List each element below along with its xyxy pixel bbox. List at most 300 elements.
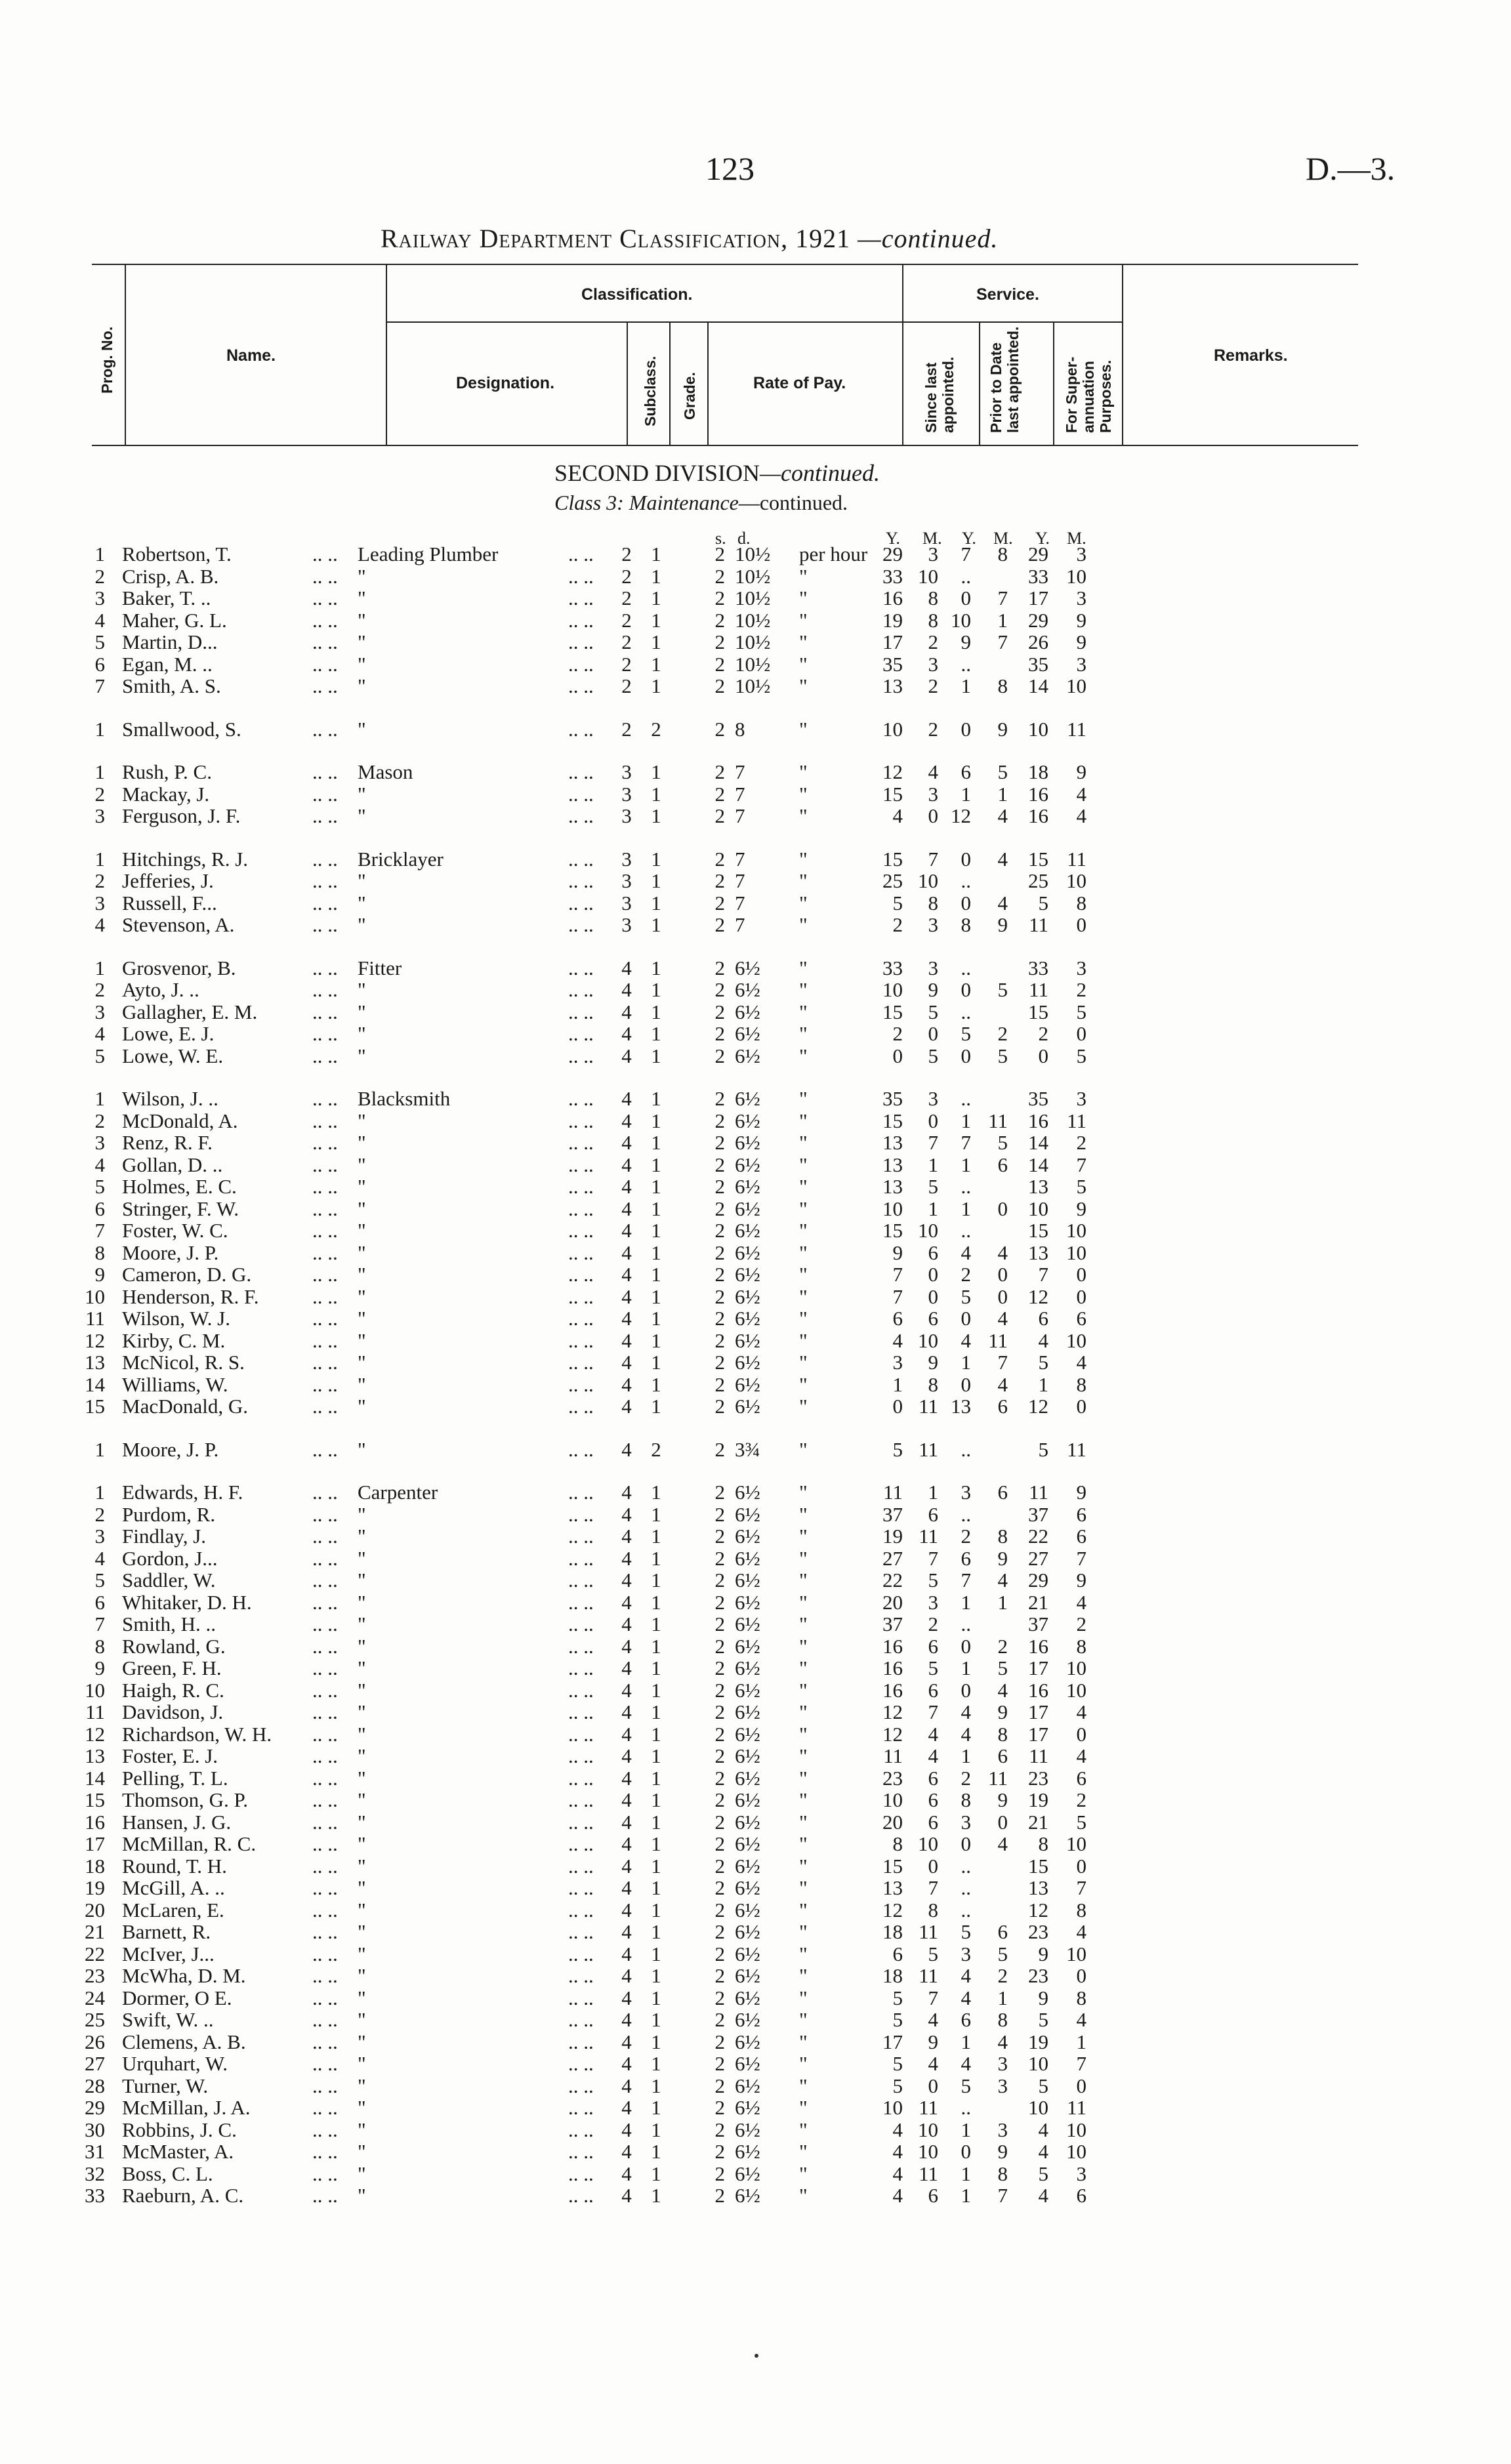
leader-dots: .. .. — [568, 1876, 594, 1899]
rate-shillings: 2 — [714, 1372, 725, 1396]
rate-period: " — [799, 1832, 808, 1855]
leader-dots: .. .. — [568, 2118, 594, 2141]
since-last-years: 1 — [892, 1372, 903, 1396]
rate-pence: 6½ — [735, 1832, 760, 1855]
employee-name: Purdom, R. — [122, 1502, 216, 1526]
prog-no: 8 — [94, 1241, 105, 1264]
since-last-years: 5 — [892, 1986, 903, 2009]
rate-shillings: 2 — [714, 978, 725, 1001]
grade: 1 — [651, 1197, 661, 1220]
prior-months: 1 — [997, 1590, 1008, 1614]
subclass: 4 — [621, 1854, 632, 1878]
super-months: 9 — [1076, 1481, 1087, 1504]
super-months: 3 — [1076, 956, 1087, 979]
super-years: 19 — [1028, 1788, 1048, 1811]
designation: " — [358, 1000, 366, 1023]
super-years: 25 — [1028, 869, 1048, 892]
leader-dots: .. .. — [312, 1832, 338, 1855]
leader-dots: .. .. — [568, 1219, 594, 1242]
prog-no: 26 — [85, 2030, 105, 2053]
designation: " — [358, 2074, 366, 2097]
rate-shillings: 2 — [714, 717, 725, 741]
designation: " — [358, 891, 366, 914]
designation: " — [358, 804, 366, 827]
prior-years: 4 — [961, 1328, 971, 1352]
grade: 1 — [651, 1722, 661, 1746]
super-months: 5 — [1076, 1810, 1087, 1834]
since-last-months: 8 — [928, 608, 938, 632]
since-last-years: 11 — [883, 1481, 903, 1504]
subclass: 3 — [621, 869, 632, 892]
table-row — [0, 1242, 1511, 1264]
leader-dots: .. .. — [312, 2052, 338, 2075]
grade: 1 — [651, 1766, 661, 1790]
grade: 1 — [651, 630, 661, 653]
since-last-months: 7 — [928, 1986, 938, 2009]
super-years: 5 — [1038, 891, 1048, 914]
rate-shillings: 2 — [714, 1700, 725, 1723]
designation: " — [358, 1437, 366, 1461]
leader-dots: .. .. — [568, 1175, 594, 1198]
table-row — [0, 805, 1511, 827]
rate-shillings: 2 — [714, 1307, 725, 1330]
leader-dots: .. .. — [312, 630, 338, 653]
rate-shillings: 2 — [714, 1131, 725, 1154]
prior-years: .. — [961, 869, 971, 892]
leader-dots: .. .. — [568, 1546, 594, 1570]
super-months: 5 — [1076, 1044, 1087, 1067]
rate-period: " — [799, 1022, 808, 1045]
subclass: 4 — [621, 1876, 632, 1899]
prior-months: 8 — [997, 2008, 1008, 2031]
rate-pence: 3¾ — [735, 1437, 760, 1461]
super-years: 15 — [1028, 847, 1048, 871]
rate-shillings: 2 — [714, 1437, 725, 1461]
grade: 1 — [651, 956, 661, 979]
subclass: 2 — [621, 586, 632, 609]
rate-period: " — [799, 2030, 808, 2053]
table-row — [0, 1767, 1511, 1790]
rate-shillings: 2 — [714, 891, 725, 914]
prior-years: 9 — [961, 630, 971, 653]
since-last-months: 4 — [928, 2008, 938, 2031]
rate-pence: 6½ — [735, 1219, 760, 1242]
super-years: 33 — [1028, 956, 1048, 979]
rate-pence: 6½ — [735, 1087, 760, 1110]
grade: 1 — [651, 1788, 661, 1811]
leader-dots: .. .. — [312, 2162, 338, 2185]
since-last-months: 8 — [928, 891, 938, 914]
super-months: 8 — [1076, 1372, 1087, 1396]
leader-dots: .. .. — [312, 564, 338, 588]
prog-no: 14 — [85, 1372, 105, 1396]
super-months: 2 — [1076, 1612, 1087, 1635]
rule-prog — [125, 264, 126, 445]
super-months: 5 — [1076, 1175, 1087, 1198]
subclass: 4 — [621, 1241, 632, 1264]
rate-shillings: 2 — [714, 630, 725, 653]
rate-period: " — [799, 1678, 808, 1702]
rate-pence: 6½ — [735, 1131, 760, 1154]
subclass: 3 — [621, 913, 632, 936]
prior-years: .. — [961, 1000, 971, 1023]
employee-name: Moore, J. P. — [122, 1241, 219, 1264]
prog-no: 23 — [85, 1964, 105, 1987]
leader-dots: .. .. — [568, 1722, 594, 1746]
since-last-months: 11 — [919, 1920, 938, 1943]
designation: " — [358, 717, 366, 741]
rate-period: " — [799, 1898, 808, 1921]
table-row — [0, 653, 1511, 676]
super-months: 0 — [1076, 1395, 1087, 1418]
since-last-years: 15 — [882, 1109, 903, 1132]
prog-no: 19 — [85, 1876, 105, 1899]
rate-pence: 6½ — [735, 1722, 760, 1746]
prog-no: 22 — [85, 1942, 105, 1965]
table-row — [0, 1132, 1511, 1154]
table-row — [0, 1481, 1511, 1504]
super-months: 10 — [1066, 2140, 1087, 2163]
employee-name: Grosvenor, B. — [122, 956, 236, 979]
grade: 1 — [651, 782, 661, 806]
employee-name: Findlay, J. — [122, 1525, 207, 1548]
employee-name: Rush, P. C. — [122, 760, 212, 783]
since-last-years: 15 — [882, 1000, 903, 1023]
rate-pence: 6½ — [735, 1546, 760, 1570]
table-row — [0, 1154, 1511, 1176]
super-years: 10 — [1028, 1197, 1048, 1220]
super-years: 23 — [1028, 1920, 1048, 1943]
prior-months: 6 — [997, 1744, 1008, 1767]
designation: Leading Plumber — [358, 543, 499, 565]
employee-name: Moore, J. P. — [122, 1437, 219, 1461]
since-last-months: 6 — [928, 1502, 938, 1526]
prior-months: 8 — [997, 1722, 1008, 1746]
subclass: 4 — [621, 1569, 632, 1591]
rate-shillings: 2 — [714, 847, 725, 871]
designation: " — [358, 1986, 366, 2009]
since-last-years: 13 — [882, 1175, 903, 1198]
prog-no: 31 — [85, 2140, 105, 2163]
rate-shillings: 2 — [714, 543, 725, 565]
rate-pence: 6½ — [735, 2096, 760, 2119]
employee-name: Hansen, J. G. — [122, 1810, 232, 1834]
rate-shillings: 2 — [714, 1656, 725, 1679]
super-months: 3 — [1076, 1087, 1087, 1110]
rate-shillings: 2 — [714, 1502, 725, 1526]
leader-dots: .. .. — [568, 1153, 594, 1176]
employee-name: Ayto, J. .. — [122, 978, 199, 1001]
leader-dots: .. .. — [568, 1832, 594, 1855]
employee-name: Rowland, G. — [122, 1634, 226, 1658]
designation: " — [358, 1942, 366, 1965]
leader-dots: .. .. — [568, 1197, 594, 1220]
prior-months: 2 — [997, 1634, 1008, 1658]
super-years: 12 — [1028, 1284, 1048, 1308]
prior-years: 0 — [961, 1678, 971, 1702]
prior-years: 2 — [961, 1263, 971, 1286]
rate-period: per hour — [799, 543, 868, 565]
prior-years: 8 — [961, 1788, 971, 1811]
rate-pence: 10½ — [735, 652, 771, 676]
super-months: 9 — [1076, 760, 1087, 783]
prog-no: 2 — [94, 782, 105, 806]
prior-months: 5 — [997, 1131, 1008, 1154]
rate-pence: 6½ — [735, 1898, 760, 1921]
designation: " — [358, 1263, 366, 1286]
table-row — [0, 1789, 1511, 1811]
leader-dots: .. .. — [312, 1044, 338, 1067]
grade: 1 — [651, 608, 661, 632]
header-since-last: Since last appointed. — [922, 356, 957, 433]
subclass: 4 — [621, 1437, 632, 1461]
employee-name: Foster, E. J. — [122, 1744, 218, 1767]
subclass: 4 — [621, 1307, 632, 1330]
super-years: 10 — [1028, 2052, 1048, 2075]
designation: Bricklayer — [358, 847, 444, 871]
grade: 1 — [651, 1744, 661, 1767]
unit-y1: Y. — [886, 529, 900, 548]
prior-years: 7 — [961, 543, 971, 565]
rate-pence: 10½ — [735, 674, 771, 697]
prog-no: 2 — [94, 869, 105, 892]
leader-dots: .. .. — [568, 2030, 594, 2053]
prior-years: 1 — [961, 782, 971, 806]
class-label: Class 3: — [554, 491, 624, 514]
prior-years: 4 — [961, 2052, 971, 2075]
prior-months: 0 — [997, 1810, 1008, 1834]
rate-pence: 6½ — [735, 2052, 760, 2075]
title-year: , 1921 — [781, 224, 851, 253]
unit-y3: Y. — [1035, 529, 1050, 548]
prog-no: 4 — [94, 1153, 105, 1176]
rate-period: " — [799, 869, 808, 892]
super-years: 37 — [1028, 1502, 1048, 1526]
employee-name: Pelling, T. L. — [122, 1766, 228, 1790]
since-last-years: 15 — [882, 1219, 903, 1242]
leader-dots: .. .. — [568, 652, 594, 676]
grade: 1 — [651, 1612, 661, 1635]
table-row — [0, 2031, 1511, 2053]
subclass: 4 — [621, 1700, 632, 1723]
rate-pence: 6½ — [735, 1395, 760, 1418]
table-row — [0, 979, 1511, 1001]
unit-d: d. — [737, 529, 751, 548]
subclass: 4 — [621, 2030, 632, 2053]
leader-dots: .. .. — [568, 1920, 594, 1943]
leader-dots: .. .. — [568, 1634, 594, 1658]
super-months: 10 — [1066, 1219, 1087, 1242]
prior-months: 8 — [997, 1525, 1008, 1548]
rate-shillings: 2 — [714, 1000, 725, 1023]
leader-dots: .. .. — [568, 2096, 594, 2119]
rate-period: " — [799, 2118, 808, 2141]
leader-dots: .. .. — [568, 1372, 594, 1396]
employee-name: Baker, T. .. — [122, 586, 211, 609]
prog-no: 4 — [94, 913, 105, 936]
designation: " — [358, 1656, 366, 1679]
rate-period: " — [799, 1351, 808, 1374]
leader-dots: .. .. — [312, 1898, 338, 1921]
prior-years: 5 — [961, 2074, 971, 2097]
since-last-years: 22 — [882, 1569, 903, 1591]
table-row — [0, 870, 1511, 892]
subclass: 4 — [621, 1964, 632, 1987]
leader-dots: .. .. — [568, 1525, 594, 1548]
leader-dots: .. .. — [568, 564, 594, 588]
super-months: 3 — [1076, 543, 1087, 565]
table-row — [0, 1088, 1511, 1110]
leader-dots: .. .. — [568, 1328, 594, 1352]
employee-name: McMaster, A. — [122, 2140, 234, 2163]
designation: " — [358, 1612, 366, 1635]
prior-years: 1 — [961, 674, 971, 697]
prior-years: .. — [961, 1876, 971, 1899]
rate-shillings: 2 — [714, 652, 725, 676]
rate-period: " — [799, 1612, 808, 1635]
super-months: 0 — [1076, 1722, 1087, 1746]
prior-months: 5 — [997, 1656, 1008, 1679]
prog-no: 3 — [94, 586, 105, 609]
rate-period: " — [799, 1810, 808, 1834]
designation: " — [358, 1546, 366, 1570]
prior-years: 0 — [961, 1372, 971, 1396]
super-months: 10 — [1066, 674, 1087, 697]
super-months: 0 — [1076, 2074, 1087, 2097]
grade: 1 — [651, 847, 661, 871]
leader-dots: .. .. — [312, 804, 338, 827]
table-row — [0, 1965, 1511, 1987]
prior-years: .. — [961, 1087, 971, 1110]
leader-dots: .. .. — [312, 1810, 338, 1834]
employee-name: Lowe, E. J. — [122, 1022, 215, 1045]
rate-period: " — [799, 2140, 808, 2163]
super-years: 4 — [1038, 2184, 1048, 2207]
prior-years: 3 — [961, 1481, 971, 1504]
super-years: 23 — [1028, 1766, 1048, 1790]
rule-subclass — [669, 321, 671, 445]
rate-shillings: 2 — [714, 608, 725, 632]
table-row — [0, 761, 1511, 783]
leader-dots: .. .. — [312, 1263, 338, 1286]
employee-name: McMillan, R. C. — [122, 1832, 257, 1855]
designation: " — [358, 1964, 366, 1987]
rate-period: " — [799, 2096, 808, 2119]
super-years: 17 — [1028, 1722, 1048, 1746]
table-row — [0, 1045, 1511, 1067]
super-months: 9 — [1076, 1197, 1087, 1220]
rate-shillings: 2 — [714, 2008, 725, 2031]
super-months: 7 — [1076, 1546, 1087, 1570]
grade: 1 — [651, 913, 661, 936]
rate-pence: 6½ — [735, 2162, 760, 2185]
leader-dots: .. .. — [312, 913, 338, 936]
rate-period: " — [799, 586, 808, 609]
prog-no: 10 — [85, 1678, 105, 1702]
employee-name: Saddler, W. — [122, 1569, 216, 1591]
rate-pence: 6½ — [735, 1197, 760, 1220]
grade: 1 — [651, 804, 661, 827]
grade: 1 — [651, 2184, 661, 2207]
employee-name: Holmes, E. C. — [122, 1175, 237, 1198]
since-last-years: 5 — [892, 2074, 903, 2097]
since-last-months: 11 — [919, 1437, 938, 1461]
rate-shillings: 2 — [714, 1481, 725, 1504]
designation: " — [358, 913, 366, 936]
since-last-months: 11 — [919, 2096, 938, 2119]
super-months: 5 — [1076, 1000, 1087, 1023]
leader-dots: .. .. — [568, 717, 594, 741]
leader-dots: .. .. — [312, 978, 338, 1001]
prior-months: 4 — [997, 1372, 1008, 1396]
document-reference: D.—3. — [1306, 150, 1396, 187]
rule-service — [1122, 264, 1123, 445]
since-last-years: 12 — [882, 1722, 903, 1746]
leader-dots: .. .. — [312, 1284, 338, 1308]
designation: " — [358, 1502, 366, 1526]
grade: 2 — [651, 1437, 661, 1461]
rate-period: " — [799, 1590, 808, 1614]
super-months: 2 — [1076, 978, 1087, 1001]
prior-years: 0 — [961, 717, 971, 741]
employee-name: Smith, H. .. — [122, 1612, 216, 1635]
table-row — [0, 783, 1511, 806]
super-months: 10 — [1066, 564, 1087, 588]
designation: " — [358, 1744, 366, 1767]
header-remarks: Remarks. — [1214, 346, 1288, 365]
since-last-months: 11 — [919, 1964, 938, 1987]
rate-period: " — [799, 1241, 808, 1264]
prog-no: 7 — [94, 1612, 105, 1635]
since-last-months: 6 — [928, 1241, 938, 1264]
since-last-years: 10 — [882, 717, 903, 741]
rate-shillings: 2 — [714, 1546, 725, 1570]
leader-dots: .. .. — [312, 2118, 338, 2141]
since-last-years: 27 — [882, 1546, 903, 1570]
prior-years: .. — [961, 652, 971, 676]
prior-months: 11 — [988, 1766, 1008, 1790]
table-row — [0, 1877, 1511, 1899]
rate-shillings: 2 — [714, 1263, 725, 1286]
prog-no: 3 — [94, 804, 105, 827]
rate-period: " — [799, 1854, 808, 1878]
prior-years: 6 — [961, 1546, 971, 1570]
rate-period: " — [799, 913, 808, 936]
header-name: Name. — [226, 346, 276, 365]
super-months: 1 — [1076, 2030, 1087, 2053]
table-row — [0, 1679, 1511, 1702]
employee-name: Haigh, R. C. — [122, 1678, 224, 1702]
rate-pence: 7 — [735, 869, 745, 892]
prog-no: 1 — [94, 1481, 105, 1504]
super-years: 14 — [1028, 674, 1048, 697]
grade: 1 — [651, 1000, 661, 1023]
since-last-months: 3 — [928, 1087, 938, 1110]
since-last-months: 8 — [928, 1898, 938, 1921]
prior-months: 8 — [997, 2162, 1008, 2185]
since-last-months: 6 — [928, 1307, 938, 1330]
rate-period: " — [799, 1502, 808, 1526]
since-last-months: 4 — [928, 1722, 938, 1746]
table-row — [0, 1220, 1511, 1242]
prior-years: .. — [961, 1175, 971, 1198]
table-row — [0, 1307, 1511, 1330]
since-last-months: 7 — [928, 1876, 938, 1899]
prior-months: 3 — [997, 2074, 1008, 2097]
leader-dots: .. .. — [568, 2140, 594, 2163]
rate-pence: 6½ — [735, 1328, 760, 1352]
rate-period: " — [799, 1044, 808, 1067]
